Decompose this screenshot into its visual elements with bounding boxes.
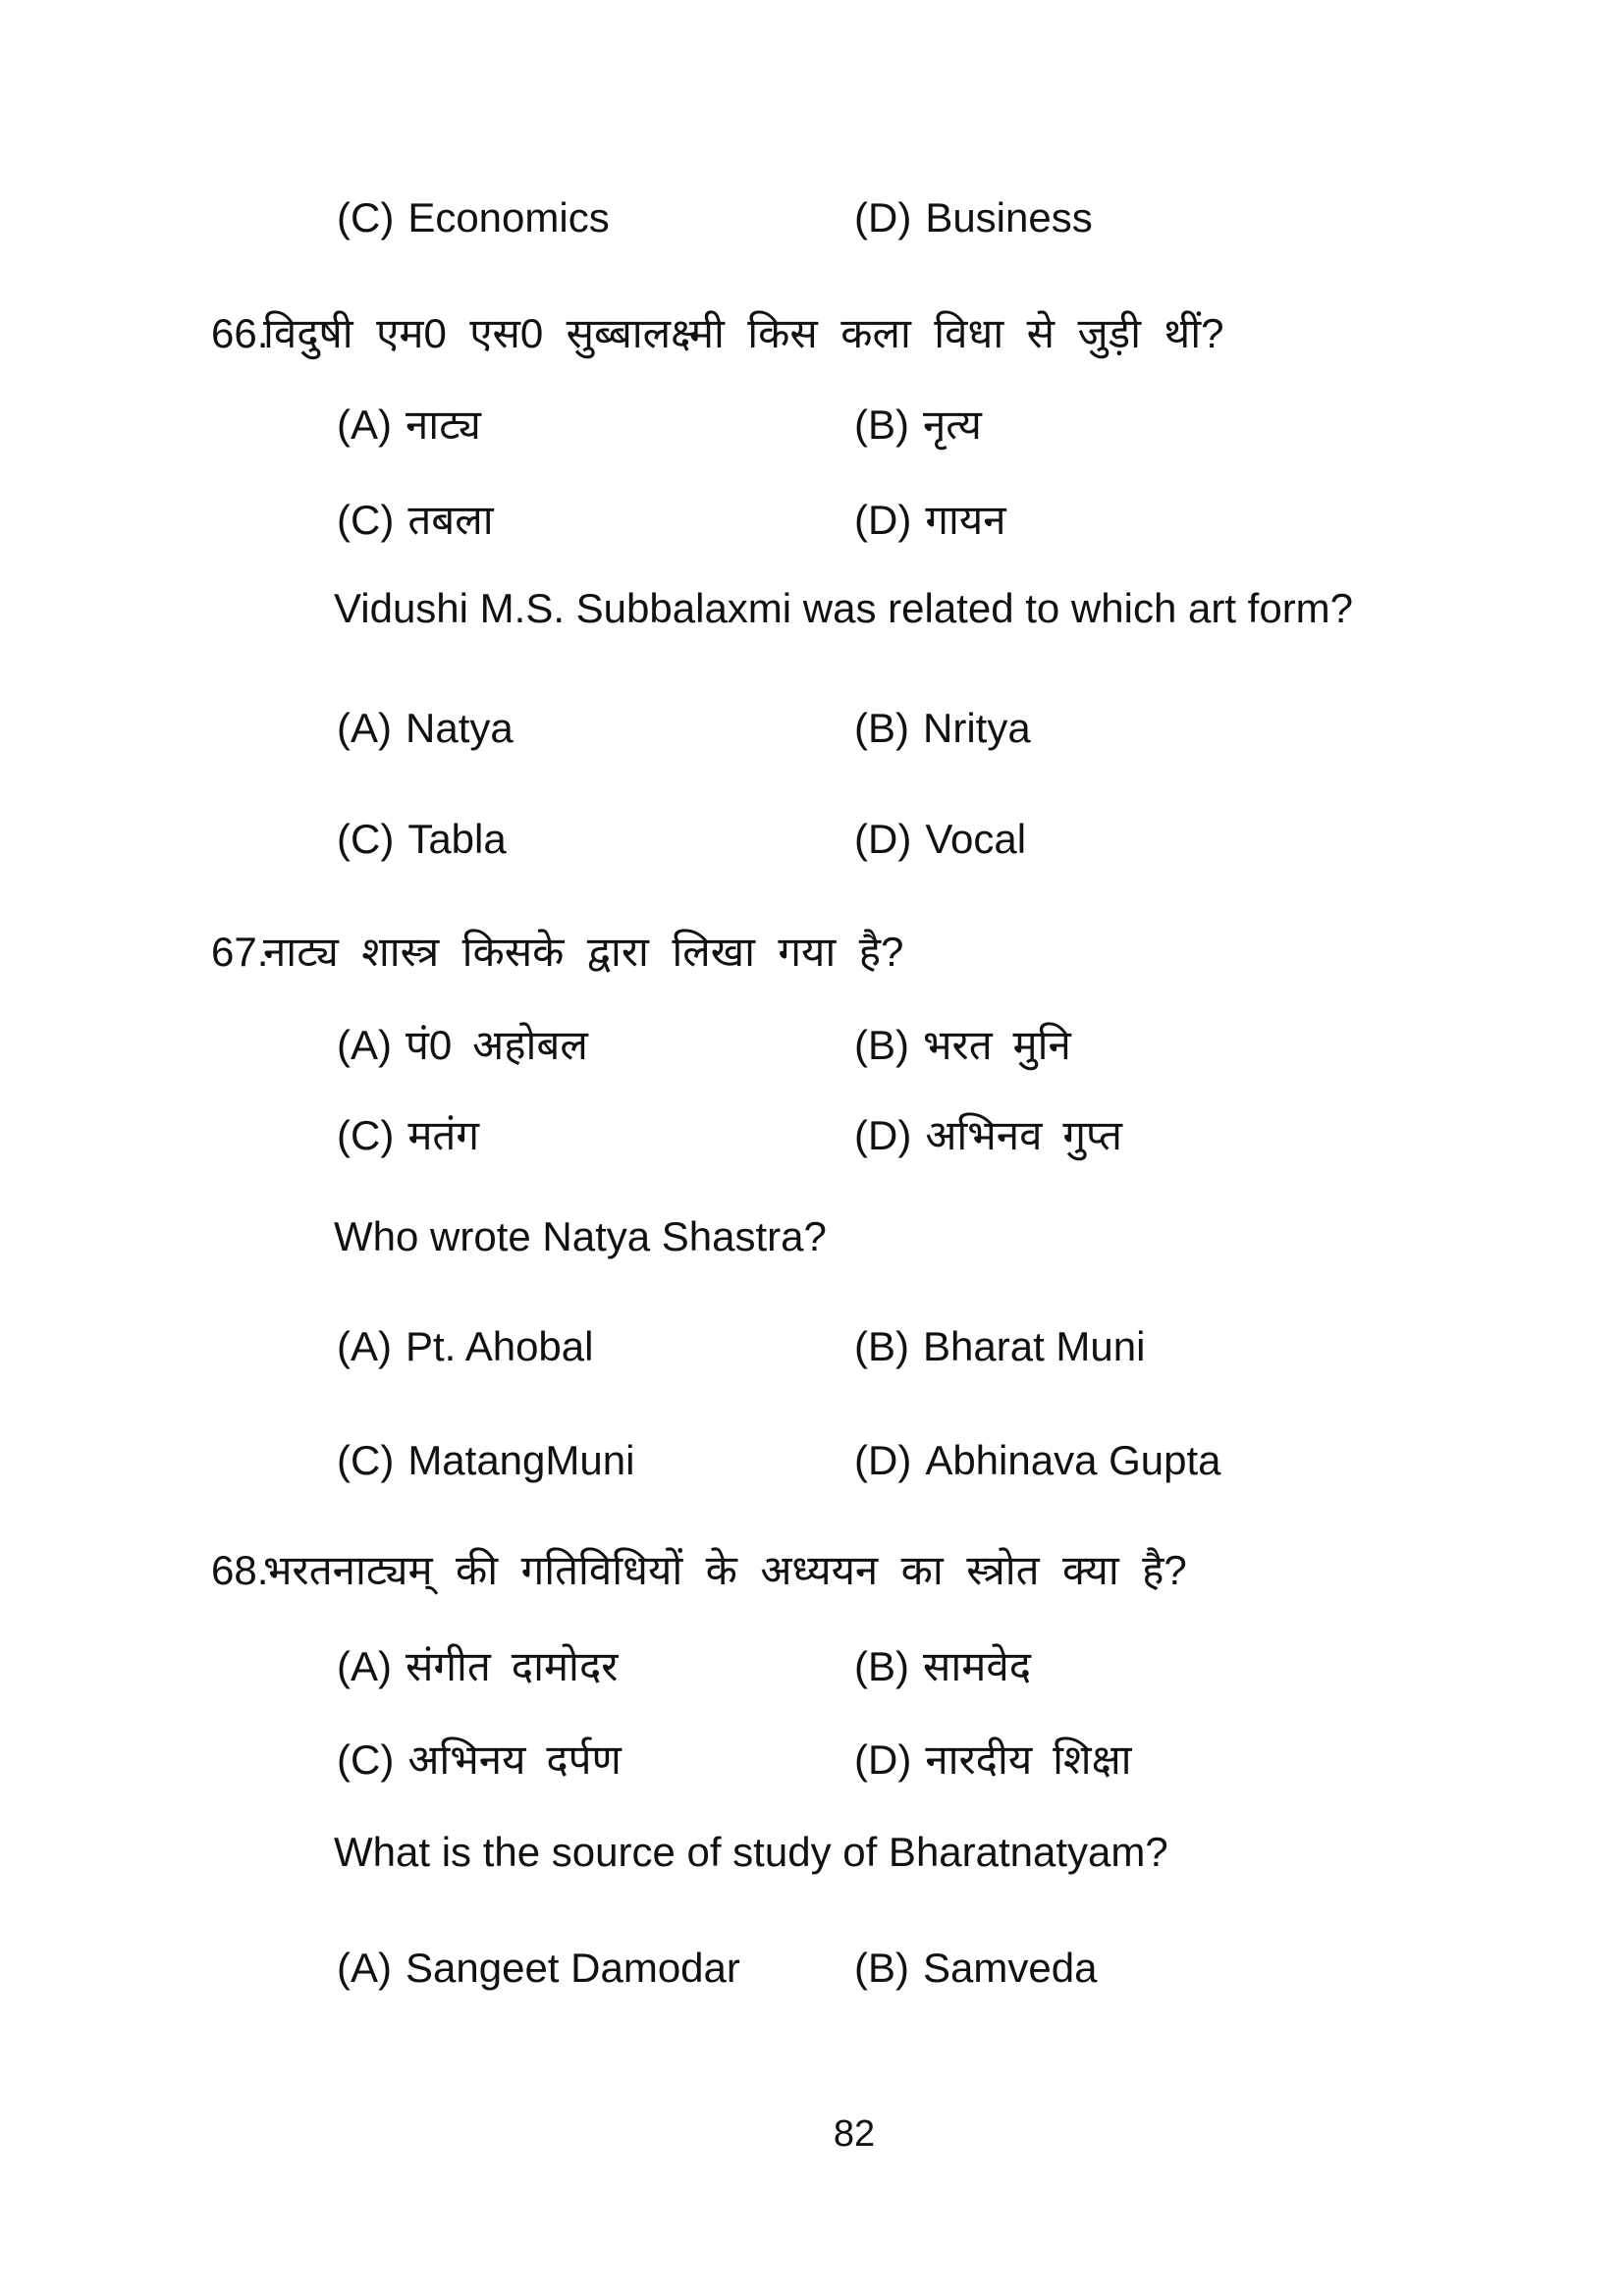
option-label: (C) xyxy=(337,816,395,862)
option-label: (A) xyxy=(337,1323,392,1369)
option-text: MatangMuni xyxy=(407,1437,635,1483)
option-label: (A) xyxy=(337,705,392,751)
question-text-english: Vidushi M.S. Subbalaxmi was related to which art form? xyxy=(334,585,1354,631)
option-carry-d xyxy=(854,193,1093,242)
option-label: (D) xyxy=(854,1112,912,1158)
option-text: पं0 अहोबल xyxy=(406,1022,588,1068)
option-text: Business xyxy=(925,194,1093,240)
option-text: मतंग xyxy=(407,1112,480,1158)
option-68-en-a xyxy=(337,1944,740,1993)
option-66-en-d xyxy=(854,815,1026,864)
question-number: 66. xyxy=(211,310,269,356)
question-number: 67. xyxy=(211,929,269,975)
option-text: गायन xyxy=(925,497,1006,543)
option-67-en-d xyxy=(854,1436,1221,1485)
option-label: (C) xyxy=(337,1112,395,1158)
option-text: सामवेद xyxy=(923,1643,1032,1689)
option-67-hi-d xyxy=(854,1111,1122,1160)
option-label: (D) xyxy=(854,816,912,862)
option-label: (A) xyxy=(337,1643,392,1689)
option-68-en-b xyxy=(854,1944,1097,1993)
option-text: Pt. Ahobal xyxy=(406,1323,594,1369)
option-66-hi-a xyxy=(337,400,481,450)
option-label: (A) xyxy=(337,401,392,448)
option-label: (D) xyxy=(854,1736,912,1783)
option-text: संगीत दामोदर xyxy=(406,1643,619,1689)
option-text: Abhinava Gupta xyxy=(925,1437,1221,1483)
option-label: (A) xyxy=(337,1022,392,1068)
option-text: अभिनय दर्पण xyxy=(407,1736,622,1783)
option-text: Samveda xyxy=(923,1945,1098,1991)
option-66-hi-d xyxy=(854,496,1006,545)
option-text: नारदीय शिक्षा xyxy=(925,1736,1132,1783)
option-text: नाट्य xyxy=(406,401,481,448)
option-text: Bharat Muni xyxy=(923,1323,1146,1369)
option-text: Economics xyxy=(407,194,610,240)
option-67-en-a xyxy=(337,1322,593,1371)
page-number: 82 xyxy=(833,2113,876,2155)
option-68-hi-d xyxy=(854,1735,1132,1785)
option-66-en-a xyxy=(337,704,514,753)
option-label: (D) xyxy=(854,497,912,543)
option-label: (A) xyxy=(337,1945,392,1991)
question-text-hindi: भरतनाट्यम् की गतिविधियों के अध्ययन का स्त्रोत क्या है? xyxy=(263,1547,1187,1593)
question-number: 68. xyxy=(211,1547,269,1593)
option-68-hi-c xyxy=(337,1735,622,1785)
option-label: (D) xyxy=(854,194,912,240)
question-text-hindi: विदुषी एम0 एस0 सुब्बालक्ष्मी किस कला विधा से जुड़ी थीं? xyxy=(263,310,1224,356)
option-label: (C) xyxy=(337,1437,395,1483)
option-text: Sangeet Damodar xyxy=(406,1945,740,1991)
option-label: (D) xyxy=(854,1437,912,1483)
option-label: (B) xyxy=(854,401,909,448)
option-66-hi-c xyxy=(337,496,494,545)
option-label: (C) xyxy=(337,497,395,543)
option-67-hi-c xyxy=(337,1111,479,1160)
option-label: (B) xyxy=(854,1945,909,1991)
option-carry-c xyxy=(337,193,610,242)
option-text: तबला xyxy=(407,497,494,543)
option-67-hi-b xyxy=(854,1021,1071,1070)
option-68-hi-b xyxy=(854,1642,1031,1691)
option-label: (C) xyxy=(337,1736,395,1783)
option-66-en-c xyxy=(337,815,507,864)
question-text-hindi: नाट्य शास्त्र किसके द्वारा लिखा गया है? xyxy=(263,929,904,975)
option-text: Nritya xyxy=(923,705,1031,751)
option-text: नृत्य xyxy=(923,401,982,448)
option-label: (B) xyxy=(854,1022,909,1068)
option-67-en-c xyxy=(337,1436,634,1485)
question-text-english: What is the source of study of Bharatnatyam? xyxy=(334,1829,1168,1875)
option-66-en-b xyxy=(854,704,1031,753)
option-68-hi-a xyxy=(337,1642,618,1691)
option-label: (B) xyxy=(854,705,909,751)
question-text-english: Who wrote Natya Shastra? xyxy=(334,1213,827,1259)
option-text: Vocal xyxy=(925,816,1027,862)
option-66-hi-b xyxy=(854,400,982,450)
option-text: भरत मुनि xyxy=(923,1022,1071,1068)
option-label: (B) xyxy=(854,1323,909,1369)
option-67-hi-a xyxy=(337,1021,588,1070)
option-text: Natya xyxy=(406,705,514,751)
option-label: (B) xyxy=(854,1643,909,1689)
option-text: Tabla xyxy=(407,816,507,862)
option-text: अभिनव गुप्त xyxy=(925,1112,1122,1158)
option-67-en-b xyxy=(854,1322,1145,1371)
option-label: (C) xyxy=(337,194,395,240)
